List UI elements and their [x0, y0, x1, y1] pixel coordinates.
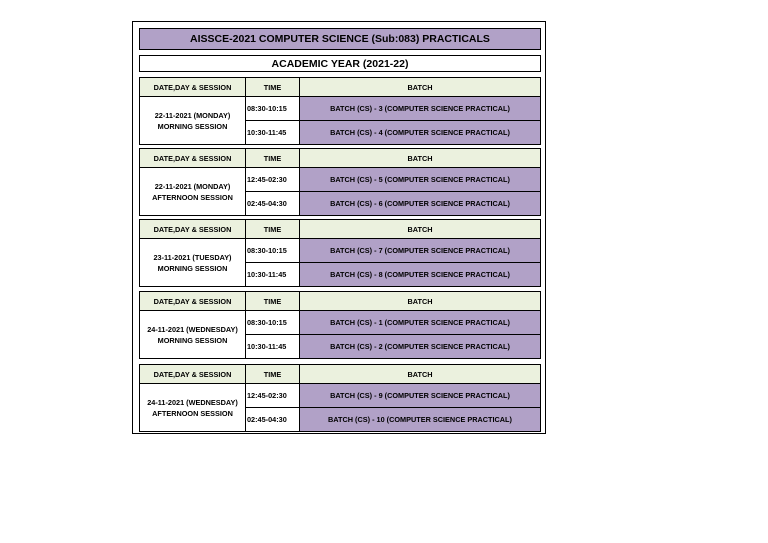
batch-cell: BATCH (CS) - 2 (COMPUTER SCIENCE PRACTICAL)	[299, 334, 541, 359]
batch-cell: BATCH (CS) - 5 (COMPUTER SCIENCE PRACTICAL)	[299, 167, 541, 192]
date-session-cell	[139, 310, 246, 359]
time-cell: 12:45-02:30	[245, 167, 300, 192]
time-cell: 10:30-11:45	[245, 120, 300, 145]
batch-cell: BATCH (CS) - 6 (COMPUTER SCIENCE PRACTICAL)	[299, 191, 541, 216]
time-cell: 08:30-10:15	[245, 238, 300, 263]
batch-cell: BATCH (CS) - 7 (COMPUTER SCIENCE PRACTICAL)	[299, 238, 541, 263]
batch-cell: BATCH (CS) - 1 (COMPUTER SCIENCE PRACTICAL)	[299, 310, 541, 335]
schedule-sheet	[132, 21, 546, 434]
date-session-cell	[139, 238, 246, 287]
session-block	[139, 364, 541, 432]
date-text: 23-11-2021 (TUESDAY)	[153, 252, 232, 262]
header-date: DATE,DAY & SESSION	[139, 364, 246, 384]
date-text: 24-11-2021 (WEDNESDAY)	[147, 324, 238, 334]
header-batch: BATCH	[299, 291, 541, 311]
session-text: MORNING SESSION	[157, 263, 228, 273]
date-text: 22-11-2021 (MONDAY)	[154, 181, 231, 191]
time-cell: 08:30-10:15	[245, 310, 300, 335]
time-cell: 02:45-04:30	[245, 407, 300, 432]
time-cell: 02:45-04:30	[245, 191, 300, 216]
session-block	[139, 148, 541, 216]
session-text: AFTERNOON SESSION	[152, 408, 233, 418]
date-session-cell	[139, 383, 246, 432]
session-text: MORNING SESSION	[157, 335, 228, 345]
time-cell: 12:45-02:30	[245, 383, 300, 408]
header-batch: BATCH	[299, 148, 541, 168]
session-text: AFTERNOON SESSION	[152, 192, 233, 202]
batch-cell: BATCH (CS) - 3 (COMPUTER SCIENCE PRACTICAL)	[299, 96, 541, 121]
date-session-cell	[139, 96, 246, 145]
sheet-title: AISSCE-2021 COMPUTER SCIENCE (Sub:083) PRACTICALS	[139, 28, 541, 50]
header-time: TIME	[245, 148, 300, 168]
academic-year: ACADEMIC YEAR (2021-22)	[139, 55, 541, 72]
batch-cell: BATCH (CS) - 4 (COMPUTER SCIENCE PRACTICAL)	[299, 120, 541, 145]
header-batch: BATCH	[299, 219, 541, 239]
header-batch: BATCH	[299, 77, 541, 97]
header-time: TIME	[245, 77, 300, 97]
time-cell: 10:30-11:45	[245, 334, 300, 359]
date-text: 24-11-2021 (WEDNESDAY)	[147, 397, 238, 407]
time-cell: 10:30-11:45	[245, 262, 300, 287]
batch-cell: BATCH (CS) - 9 (COMPUTER SCIENCE PRACTICAL)	[299, 383, 541, 408]
header-date: DATE,DAY & SESSION	[139, 219, 246, 239]
header-date: DATE,DAY & SESSION	[139, 291, 246, 311]
date-session-cell	[139, 167, 246, 216]
header-time: TIME	[245, 364, 300, 384]
session-block	[139, 291, 541, 359]
time-cell: 08:30-10:15	[245, 96, 300, 121]
header-date: DATE,DAY & SESSION	[139, 77, 246, 97]
session-block	[139, 77, 541, 145]
session-text: MORNING SESSION	[157, 121, 228, 131]
header-time: TIME	[245, 219, 300, 239]
header-time: TIME	[245, 291, 300, 311]
header-date: DATE,DAY & SESSION	[139, 148, 246, 168]
date-text: 22-11-2021 (MONDAY)	[154, 110, 231, 120]
batch-cell: BATCH (CS) - 8 (COMPUTER SCIENCE PRACTICAL)	[299, 262, 541, 287]
batch-cell: BATCH (CS) - 10 (COMPUTER SCIENCE PRACTICAL)	[299, 407, 541, 432]
session-block	[139, 219, 541, 287]
header-batch: BATCH	[299, 364, 541, 384]
